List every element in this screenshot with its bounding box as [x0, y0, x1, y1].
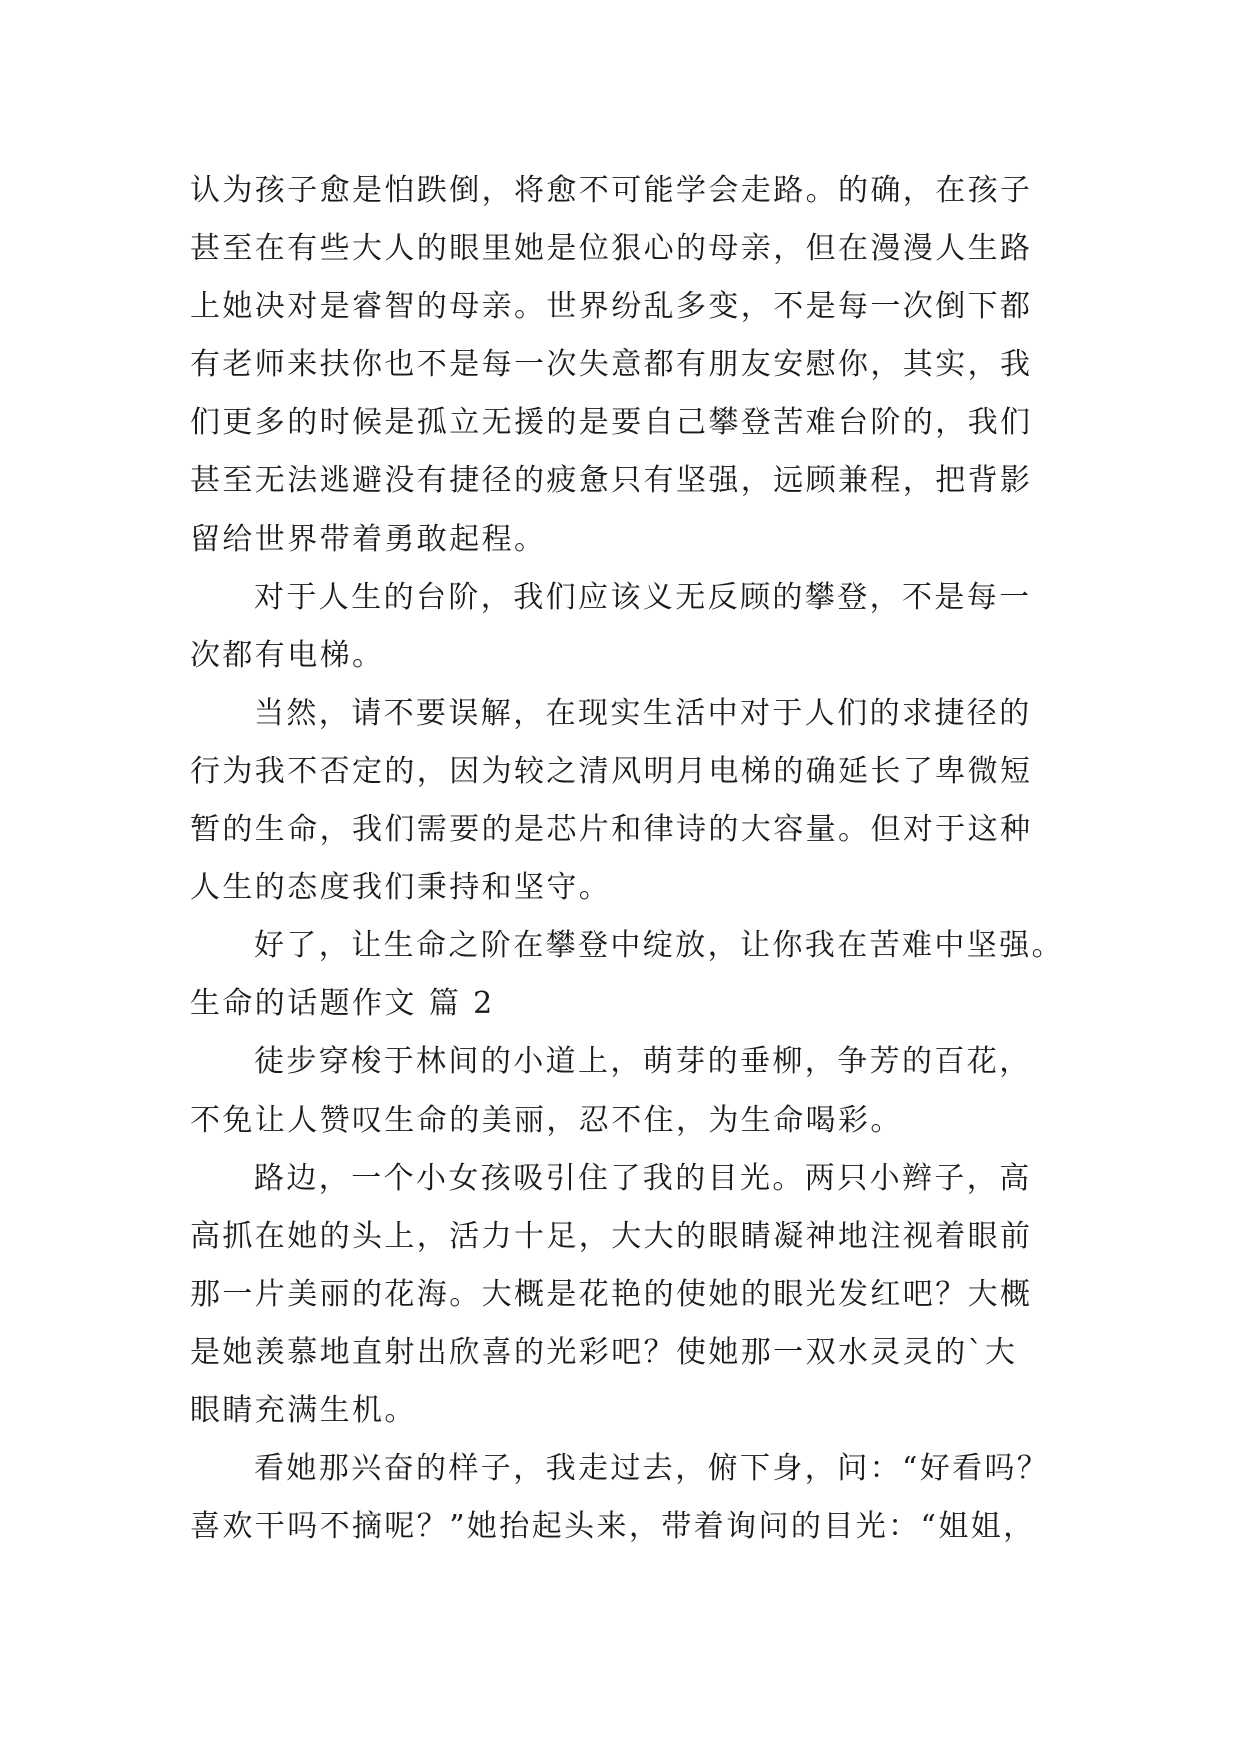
text-line: 上她决对是睿智的母亲。世界纷乱多变，不是每一次倒下都	[190, 289, 1033, 325]
text-line: 眼睛充满生机。	[190, 1392, 417, 1428]
text-line: 看她那兴奋的样子，我走过去，俯下身，问：“好看吗？	[254, 1451, 1050, 1487]
text-line: 人生的态度我们秉持和坚守。	[190, 870, 612, 906]
text-line: 当然，请不要误解，在现实生活中对于人们的求捷径的	[254, 695, 1032, 731]
text-line: 有老师来扶你也不是每一次失意都有朋友安慰你，其实，我	[190, 347, 1033, 383]
text-line: 那一片美丽的花海。大概是花艳的使她的眼光发红吧？大概	[190, 1276, 1033, 1312]
text-line: 对于人生的台阶，我们应该义无反顾的攀登，不是每一	[254, 579, 1032, 615]
text-line: 甚至在有些大人的眼里她是位狠心的母亲，但在漫漫人生路	[190, 231, 1033, 267]
text-line: 留给世界带着勇敢起程。	[190, 521, 547, 557]
text-line: 喜欢干吗不摘呢？”她抬起头来，带着询问的目光：“姐姐，	[190, 1509, 1036, 1545]
body-text	[190, 162, 1070, 1556]
text-line: 高抓在她的头上，活力十足，大大的眼睛凝神地注视着眼前	[190, 1218, 1033, 1254]
text-line: 是她羡慕地直射出欣喜的光彩吧？使她那一双水灵灵的`大	[190, 1334, 1018, 1370]
text-line: 生命的话题作文 篇 2	[190, 986, 495, 1022]
text-line: 认为孩子愈是怕跌倒，将愈不可能学会走路。的确，在孩子	[190, 173, 1033, 208]
text-line: 不免让人赞叹生命的美丽，忍不住，为生命喝彩。	[190, 1102, 903, 1138]
text-line: 行为我不否定的，因为较之清风明月电梯的确延长了卑微短	[190, 753, 1033, 789]
text-line: 暂的生命，我们需要的是芯片和律诗的大容量。但对于这种	[190, 812, 1033, 848]
text-line: 徒步穿梭于林间的小道上，萌芽的垂柳，争芳的百花，	[254, 1044, 1032, 1080]
text-line: 们更多的时候是孤立无援的是要自己攀登苦难台阶的，我们	[190, 405, 1033, 441]
text-line: 甚至无法逃避没有捷径的疲惫只有坚强，远顾兼程，把背影	[190, 463, 1033, 499]
text-line: 好了，让生命之阶在攀登中绽放，让你我在苦难中坚强。	[254, 928, 1064, 964]
text-line: 次都有电梯。	[190, 637, 385, 673]
text-line: 路边，一个小女孩吸引住了我的目光。两只小辫子，高	[254, 1160, 1032, 1196]
